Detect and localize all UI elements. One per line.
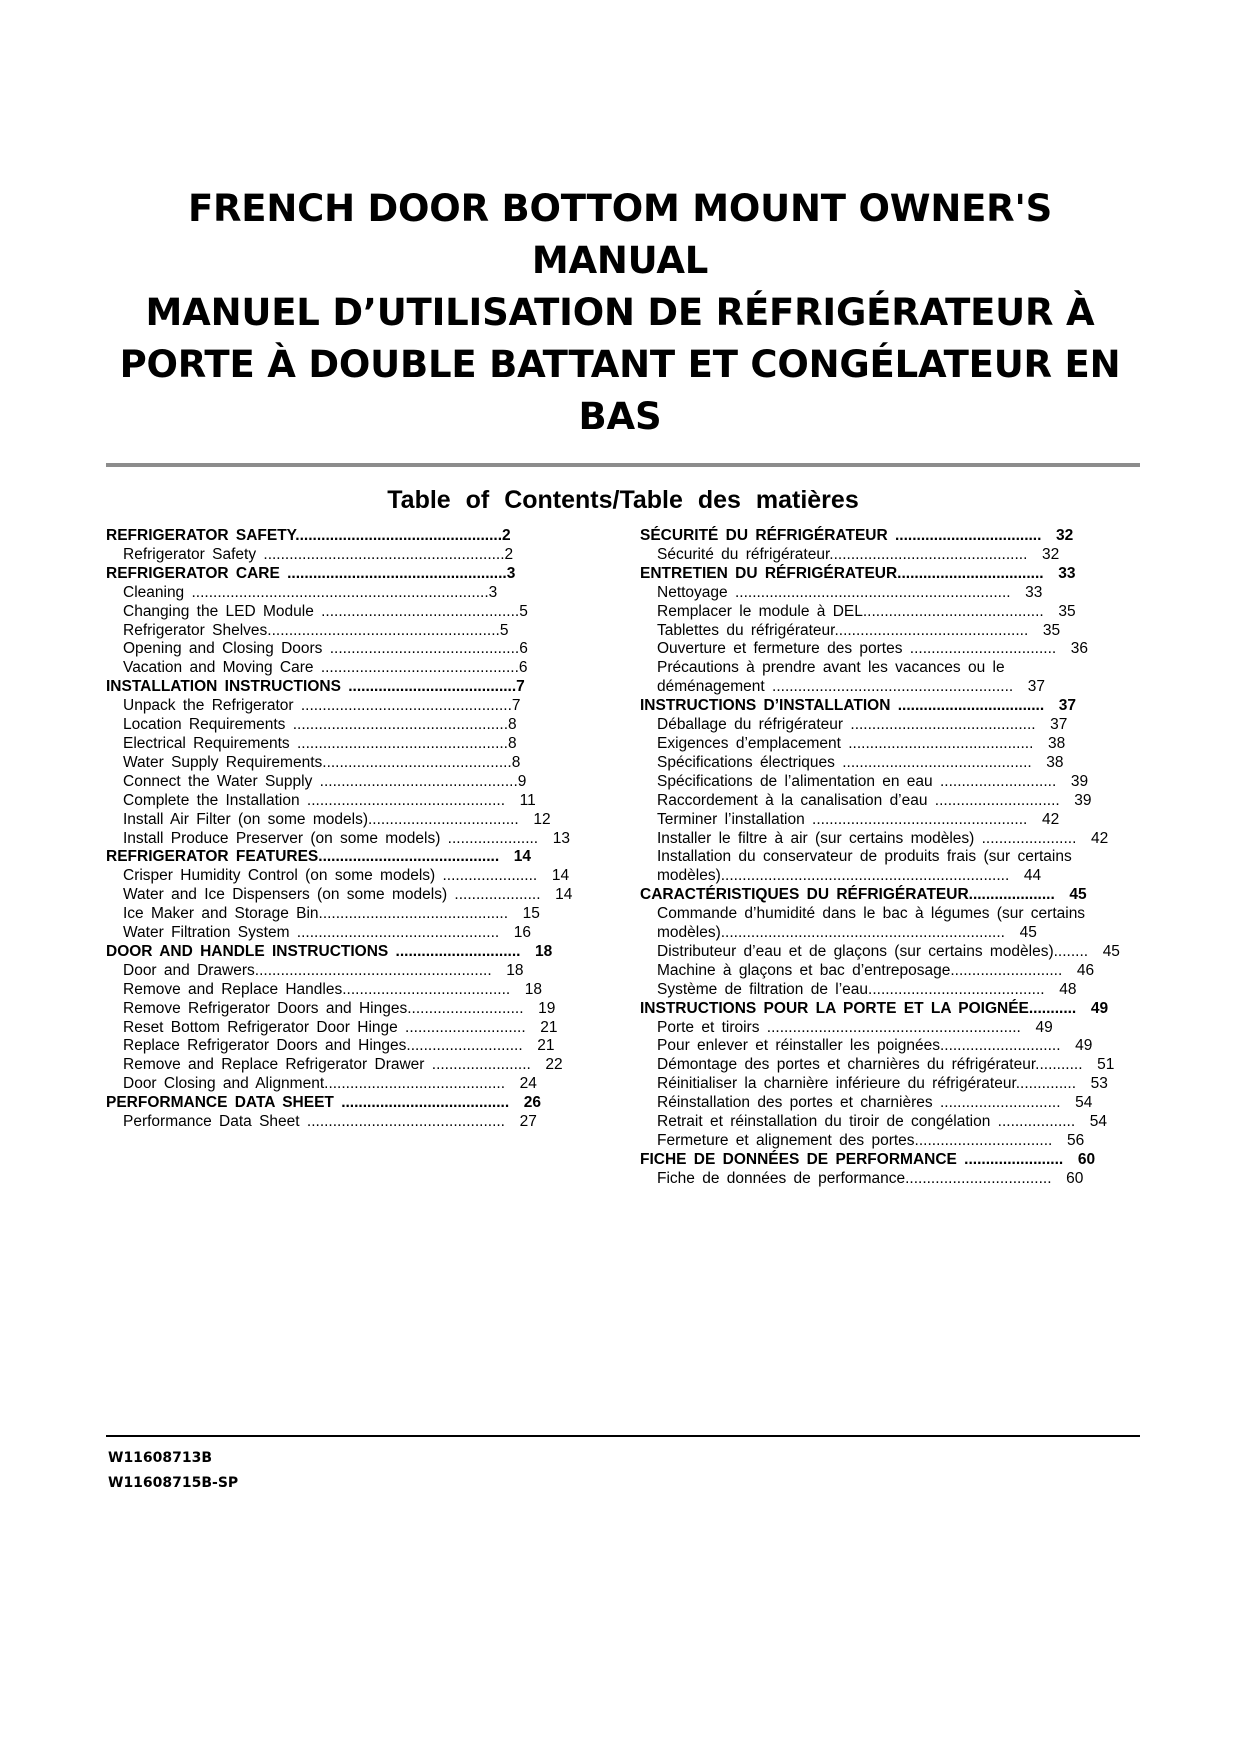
toc-subsection-entry[interactable]: Porte et tiroirs ........................................................... 49 [657,1018,1053,1036]
toc-subsection-entry[interactable]: Opening and Closing Doors ............................................6 [123,640,528,658]
toc-section-entry[interactable]: SÉCURITÉ DU RÉFRIGÉRATEUR .................................. 32 [640,527,1074,544]
title-line: BAS [578,395,662,438]
toc-subsection-entry[interactable]: Cleaning .....................................................................3 [123,583,498,601]
toc-subsection-entry[interactable]: Water and Ice Dispensers (on some models) .................... 14 [123,886,573,904]
toc-subsection-entry[interactable]: Performance Data Sheet .............................................. 27 [123,1113,537,1131]
toc-section-entry[interactable]: REFRIGERATOR CARE ...................................................3 [106,564,516,582]
toc-subsection-entry[interactable]: Install Air Filter (on some models)................................... 12 [123,810,551,828]
toc-subsection-entry[interactable]: Reset Bottom Refrigerator Door Hinge ............................ 21 [123,1018,558,1036]
toc-subsection-entry[interactable]: Refrigerator Safety ........................................................2 [123,545,514,563]
toc-heading: Table of Contents/Table des matières [387,486,859,514]
toc-subsection-entry[interactable]: Déballage du réfrigérateur ........................................... 37 [657,716,1068,734]
toc-subsection-entry[interactable]: Réinstallation des portes et charnières ............................ 54 [657,1094,1093,1112]
toc-subsection-entry[interactable]: Unpack the Refrigerator .................................................7 [123,697,521,715]
toc-section-entry[interactable]: ENTRETIEN DU RÉFRIGÉRATEUR.................................. 33 [640,564,1076,582]
toc-section-entry[interactable]: DOOR AND HANDLE INSTRUCTIONS ............................. 18 [106,942,553,960]
toc-subsection-entry[interactable]: Sécurité du réfrigérateur.............................................. 32 [657,545,1060,563]
toc-subsection-entry[interactable]: Démontage des portes et charnières du réfrigérateur........... 51 [657,1056,1115,1074]
toc-subsection-entry[interactable]: Raccordement à la canalisation d’eau ............................. 39 [657,791,1092,809]
toc-subsection-entry[interactable]: Fermeture et alignement des portes................................ 56 [657,1132,1085,1149]
toc-subsection-entry[interactable]: Remove and Replace Handles....................................... 18 [123,980,543,998]
toc-subsection-entry[interactable]: Replace Refrigerator Doors and Hinges........................... 21 [123,1037,555,1055]
toc-subsection-entry[interactable]: Fiche de données de performance.................................. 60 [657,1169,1084,1187]
toc-subsection-entry[interactable]: Spécifications de l’alimentation en eau ........................... 39 [657,772,1089,790]
toc-section-entry[interactable]: INSTRUCTIONS D’INSTALLATION .................................. 37 [640,697,1076,715]
title-line: PORTE À DOUBLE BATTANT ET CONGÉLATEUR EN [119,343,1121,386]
toc-section-entry[interactable]: REFRIGERATOR FEATURES.......................................... 14 [106,848,531,866]
toc-subsection-entry[interactable]: Vacation and Moving Care ..............................................6 [123,659,528,677]
toc-subsection-entry[interactable]: Tablettes du réfrigérateur............................................. 35 [657,621,1061,639]
toc-subsection-entry[interactable]: Spécifications électriques ............................................ 38 [657,753,1064,771]
toc-subsection-entry[interactable]: Electrical Requirements .................................................8 [123,734,517,752]
toc-subsection-entry[interactable]: Location Requirements ..................................................8 [123,716,517,734]
toc-subsection-entry[interactable]: Installation du conservateur de produits frais (sur certains modèles)................................................................... 44 [657,848,1072,885]
toc-subsection-entry[interactable]: Changing the LED Module ..............................................5 [123,602,528,620]
toc-subsection-entry[interactable]: Système de filtration de l’eau......................................... 48 [657,980,1077,998]
toc-section-entry[interactable]: REFRIGERATOR SAFETY................................................2 [106,527,511,544]
document-title [100,183,1140,443]
toc-subsection-entry[interactable]: Réinitialiser la charnière inférieure du réfrigérateur.............. 53 [657,1075,1108,1093]
toc-subsection-entry[interactable]: Exigences d’emplacement ........................................... 38 [657,734,1066,752]
toc-column-french [640,527,1160,1189]
toc-subsection-entry[interactable]: Refrigerator Shelves......................................................5 [123,621,509,639]
footer-divider [106,1435,1140,1437]
toc-subsection-entry[interactable]: Terminer l’installation .................................................. 42 [657,810,1060,828]
toc-subsection-entry[interactable]: Remove Refrigerator Doors and Hinges........................... 19 [123,999,556,1017]
toc-section-entry[interactable]: CARACTÉRISTIQUES DU RÉFRIGÉRATEUR.................... 45 [640,886,1087,904]
toc-subsection-entry[interactable]: Install Produce Preserver (on some models) ..................... 13 [123,829,570,847]
toc-subsection-entry[interactable]: Remplacer le module à DEL.......................................... 35 [657,602,1076,620]
toc-section-entry[interactable]: PERFORMANCE DATA SHEET ....................................... 26 [106,1094,541,1112]
toc-subsection-entry[interactable]: Ice Maker and Storage Bin............................................ 15 [123,905,540,923]
toc-section-entry[interactable]: INSTRUCTIONS POUR LA PORTE ET LA POIGNÉE........... 49 [640,999,1109,1017]
toc-subsection-entry[interactable]: Retrait et réinstallation du tiroir de congélation .................. 54 [657,1113,1108,1131]
toc-subsection-entry[interactable]: Distributeur d’eau et de glaçons (sur certains modèles)........ 45 [657,942,1120,960]
toc-subsection-entry[interactable]: Pour enlever et réinstaller les poignées............................ 49 [657,1037,1093,1055]
toc-subsection-entry[interactable]: Commande d’humidité dans le bac à légumes (sur certains modèles).................................................................. 45 [657,905,1086,942]
toc-subsection-entry[interactable]: Installer le filtre à air (sur certains modèles) ...................... 42 [657,829,1109,847]
title-line: MANUEL D’UTILISATION DE RÉFRIGÉRATEUR À [145,291,1095,334]
title-line: MANUAL [531,239,709,282]
title-line: FRENCH DOOR BOTTOM MOUNT OWNER'S [187,187,1053,230]
toc-subsection-entry[interactable]: Door Closing and Alignment.......................................... 24 [123,1075,537,1093]
toc-subsection-entry[interactable]: Complete the Installation .............................................. 11 [123,791,536,809]
toc-column-english [106,527,626,1132]
toc-subsection-entry[interactable]: Crisper Humidity Control (on some models) ...................... 14 [123,867,570,885]
part-number-primary: W11608713B [108,1450,213,1466]
toc-section-entry[interactable]: INSTALLATION INSTRUCTIONS .......................................7 [106,678,525,696]
toc-subsection-entry[interactable]: Remove and Replace Refrigerator Drawer ....................... 22 [123,1056,563,1074]
toc-subsection-entry[interactable]: Ouverture et fermeture des portes .................................. 36 [657,640,1089,658]
title-divider [106,463,1140,467]
toc-subsection-entry[interactable]: Water Filtration System ............................................... 16 [123,924,532,942]
part-number-secondary: W11608715B-SP [108,1475,239,1491]
toc-subsection-entry[interactable]: Précautions à prendre avant les vacances ou le déménagement ........................................................ 37 [657,659,1046,696]
toc-subsection-entry[interactable]: Door and Drawers....................................................... 18 [123,961,524,979]
toc-subsection-entry[interactable]: Connect the Water Supply ..............................................9 [123,772,527,790]
toc-section-entry[interactable]: FICHE DE DONNÉES DE PERFORMANCE ....................... 60 [640,1150,1096,1168]
toc-subsection-entry[interactable]: Water Supply Requirements............................................8 [123,753,521,771]
toc-subsection-entry[interactable]: Machine à glaçons et bac d’entreposage.......................... 46 [657,961,1095,979]
toc-subsection-entry[interactable]: Nettoyage ................................................................ 33 [657,583,1043,601]
